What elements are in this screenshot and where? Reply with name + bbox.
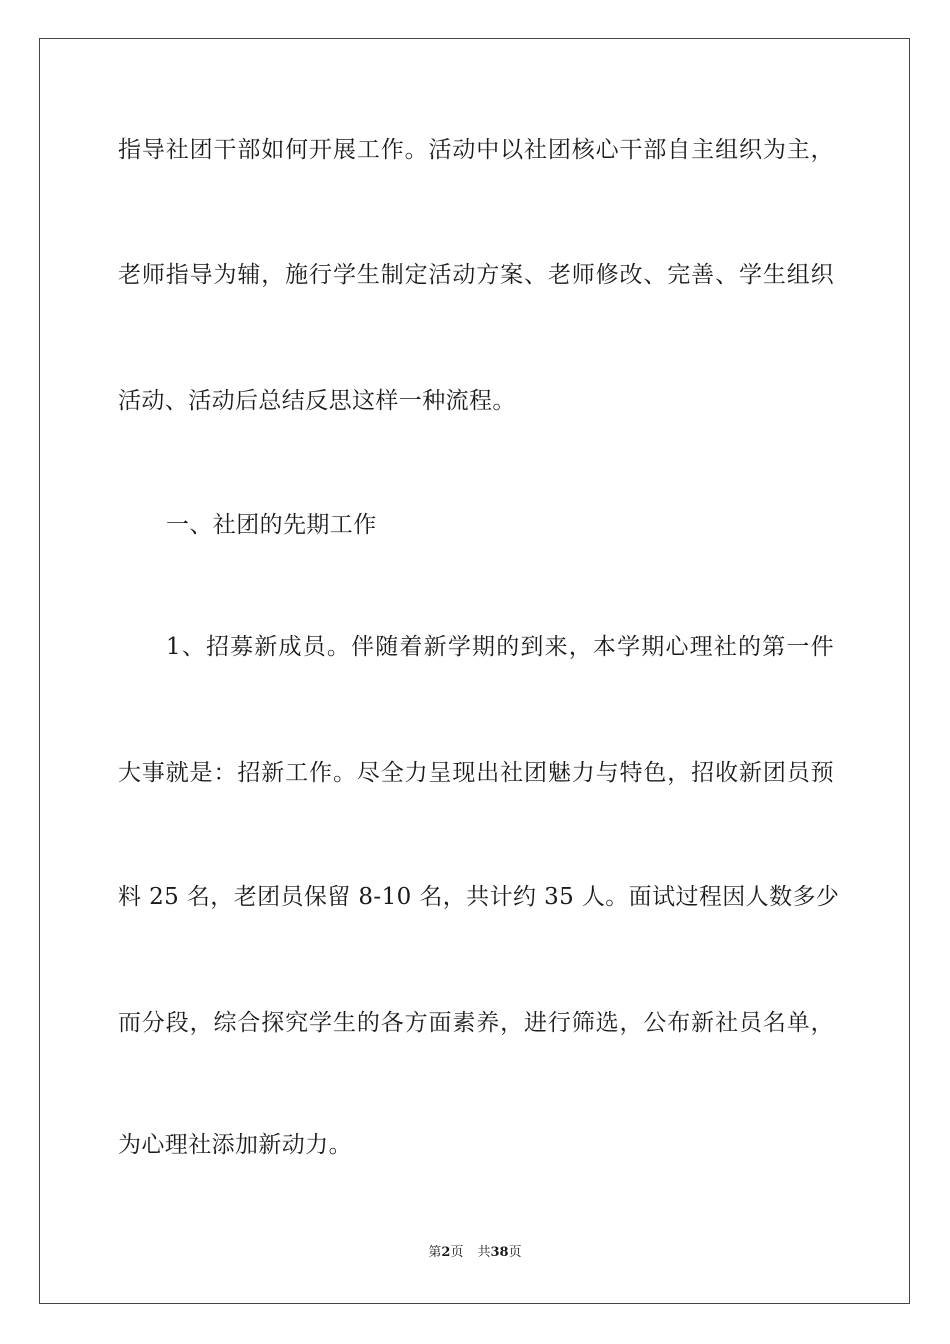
section-heading: 一、社团的先期工作 [166,512,377,538]
body-text-line-6: 大事就是：招新工作。尽全力呈现出社团魅力与特色，招收新团员预 [118,760,834,786]
body-text-line-2: 老师指导为辅，施行学生制定活动方案、老师修改、完善、学生组织 [118,262,834,288]
footer-page-total: 38 [490,1245,509,1260]
body-text-line-9: 为心理社添加新动力。 [118,1132,352,1158]
footer-page-prefix: 第 [428,1245,442,1260]
footer-page-suffix: 页 [450,1245,464,1260]
body-text-line-7: 料 25 名，老团员保留 8-10 名，共计约 35 人。面试过程因人数多少 [118,884,840,910]
footer-total-suffix: 页 [508,1245,522,1260]
page-border [39,38,910,1304]
body-text-line-1: 指导社团干部如何开展工作。活动中以社团核心干部自主组织为主， [118,137,834,163]
body-text-line-8: 而分段，综合探究学生的各方面素养，进行筛选，公布新社员名单， [118,1010,834,1036]
body-text-line-5: 1、招募新成员。伴随着新学期的到来，本学期心理社的第一件 [166,634,834,660]
footer-total-prefix: 共 [477,1245,491,1260]
page-footer [0,1245,950,1261]
body-text-line-3: 活动、活动后总结反思这样一种流程。 [118,388,516,414]
footer-page-current: 2 [441,1245,451,1260]
